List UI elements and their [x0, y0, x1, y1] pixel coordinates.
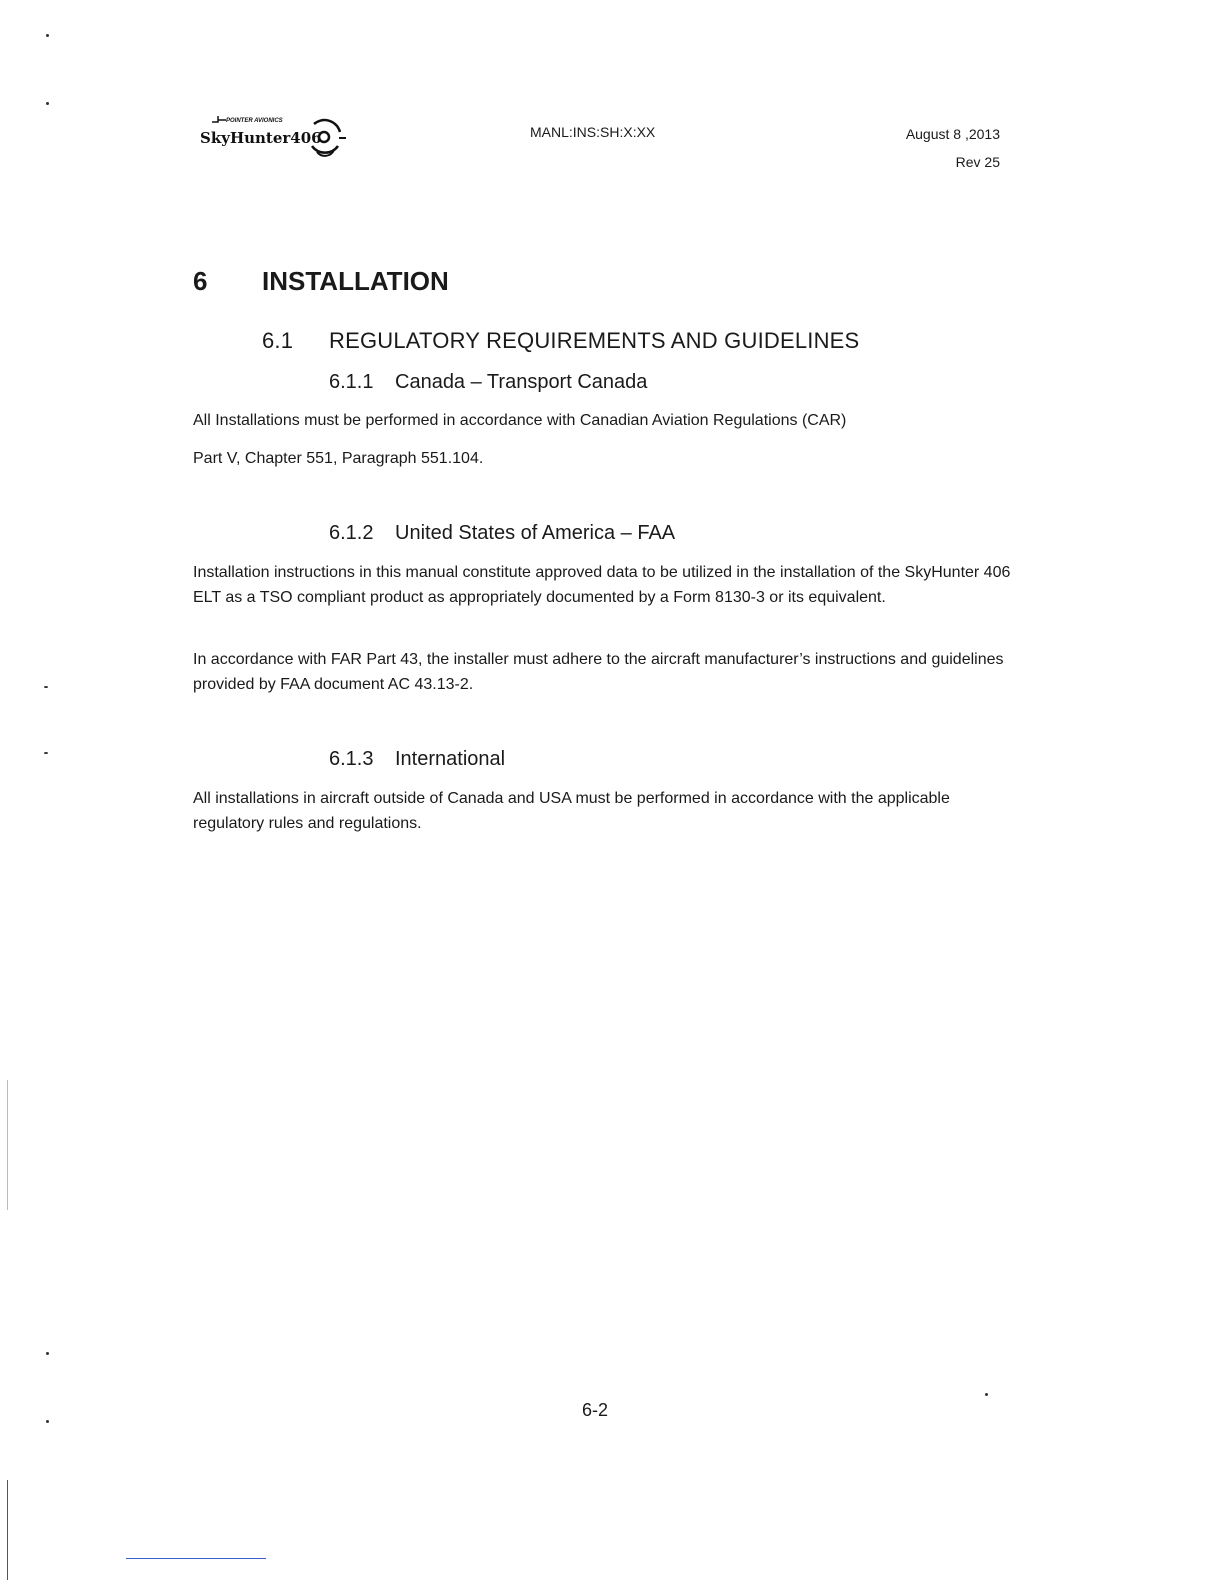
subsection-title: REGULATORY REQUIREMENTS AND GUIDELINES — [329, 328, 860, 353]
scan-speck — [46, 34, 49, 37]
footer-rule — [126, 1558, 266, 1559]
section-title: INSTALLATION — [262, 266, 449, 296]
document-revision: Rev 25 — [955, 154, 1000, 170]
paragraph-canada-line2: Part V, Chapter 551, Paragraph 551.104. — [193, 450, 484, 467]
scan-speck — [46, 1420, 49, 1423]
scan-speck — [46, 1352, 49, 1355]
subsection-number: 6.1 — [262, 328, 294, 353]
scan-speck — [44, 752, 48, 754]
paragraph-usa-far: In accordance with FAR Part 43, the installer must adhere to the aircraft manufacturer’s instructions and guidelines provided by FAA document AC 43.13-2. — [193, 651, 1004, 693]
scan-edge-mark — [7, 1080, 8, 1210]
logo-product-text: SkyHunter406 — [200, 129, 322, 147]
scan-speck — [44, 686, 48, 688]
page-number: 6-2 — [582, 1400, 609, 1420]
subsubsection-title-usa: United States of America – FAA — [395, 522, 676, 544]
subsubsection-title-international: International — [395, 748, 506, 770]
scan-edge-line — [7, 1480, 8, 1580]
subsubsection-title-canada: Canada – Transport Canada — [395, 371, 648, 393]
paragraph-canada-line1: All Installations must be performed in accordance with Canadian Aviation Regulations (CAR) — [193, 412, 847, 429]
section-number: 6 — [193, 266, 208, 296]
paragraph-international: All installations in aircraft outside of Canada and USA must be performed in accordance with the applicable regulatory rules and regulations. — [193, 790, 950, 832]
subsubsection-number-international: 6.1.3 — [329, 748, 374, 770]
scan-speck — [46, 102, 49, 105]
scan-speck — [985, 1393, 988, 1396]
logo-brand-text: POINTER AVIONICS — [226, 118, 283, 124]
document-date: August 8 ,2013 — [905, 126, 1000, 142]
subsubsection-number-usa: 6.1.2 — [329, 522, 374, 544]
skyhunter-logo — [196, 110, 356, 158]
document-id: MANL:INS:SH:X:XX — [530, 124, 656, 140]
subsubsection-number-canada: 6.1.1 — [329, 371, 374, 393]
paragraph-usa-installation: Installation instructions in this manual constitute approved data to be utilized in the installation of the SkyHunter 406 ELT as a TSO compliant product as appropriately documented by a Form 8130-3 or its equivalent. — [193, 564, 1011, 606]
logo-graphic — [196, 110, 356, 158]
